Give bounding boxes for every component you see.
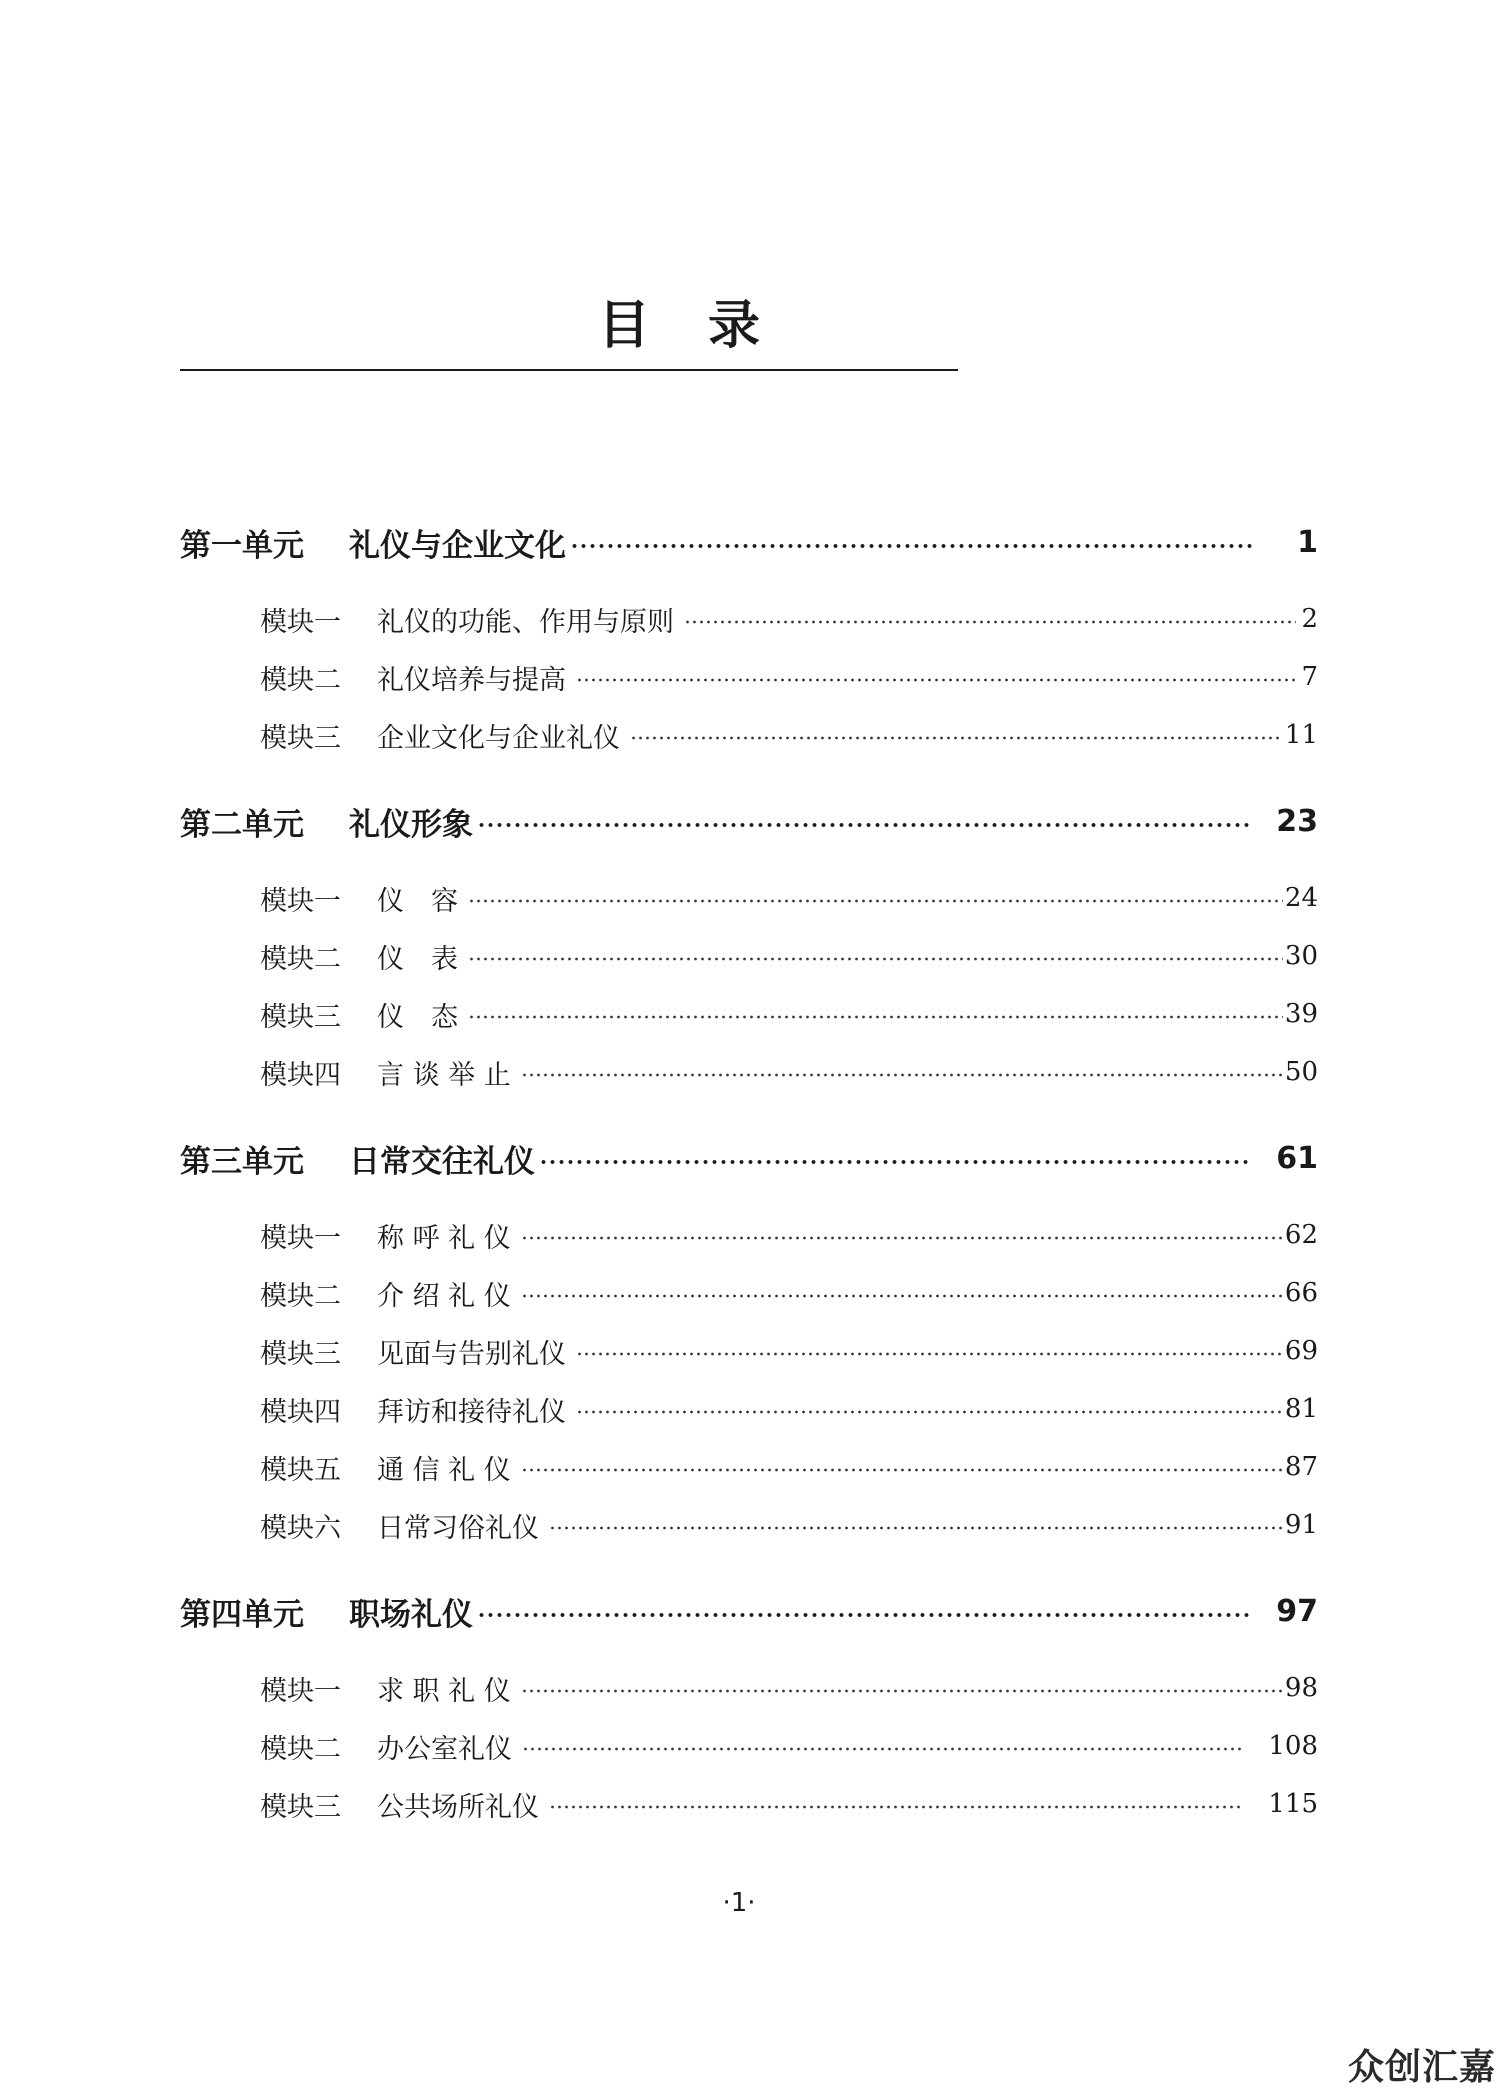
dot-leader	[468, 1014, 1283, 1020]
module-label: 模块四	[260, 1059, 341, 1091]
toc-module-entry	[260, 1438, 1318, 1496]
dot-leader	[576, 1351, 1283, 1357]
unit-label: 第一单元	[180, 527, 304, 564]
module-label: 模块二	[260, 1280, 341, 1312]
module-page-number: 81	[1284, 1394, 1318, 1424]
dot-leader	[477, 1611, 1250, 1619]
module-title: 见面与告别礼仪	[377, 1338, 566, 1370]
module-page-number: 50	[1284, 1057, 1318, 1087]
module-page-number: 115	[1268, 1789, 1318, 1819]
module-label: 模块五	[260, 1454, 341, 1486]
dot-leader	[468, 898, 1283, 904]
unit-label: 第四单元	[180, 1596, 304, 1633]
dot-leader	[570, 542, 1256, 550]
module-label: 模块二	[260, 664, 341, 696]
module-title: 公共场所礼仪	[377, 1791, 539, 1823]
module-page-number: 11	[1284, 720, 1318, 750]
unit-page-number: 97	[1276, 1593, 1318, 1629]
toc-module-entry	[260, 869, 1318, 927]
module-page-number: 66	[1284, 1278, 1318, 1308]
module-page-number: 108	[1268, 1731, 1318, 1761]
toc-module-entry	[260, 590, 1318, 648]
module-page-number: 30	[1284, 941, 1318, 971]
module-page-number: 98	[1284, 1673, 1318, 1703]
toc-module-entry	[260, 1496, 1318, 1554]
module-label: 模块三	[260, 1791, 341, 1823]
page-number: ·1·	[722, 1888, 756, 1918]
module-page-number: 24	[1284, 883, 1318, 913]
unit-title: 日常交往礼仪	[349, 1143, 535, 1180]
module-title: 日常习俗礼仪	[377, 1512, 539, 1544]
dot-leader	[549, 1525, 1283, 1531]
module-page-number: 87	[1284, 1452, 1318, 1482]
unit-title: 礼仪形象	[349, 806, 473, 843]
dot-leader	[630, 735, 1283, 741]
toc-module-entry	[260, 1043, 1318, 1101]
page-title: 目 录	[597, 296, 761, 356]
module-page-number: 39	[1284, 999, 1318, 1029]
unit-label: 第三单元	[180, 1143, 304, 1180]
module-label: 模块三	[260, 722, 341, 754]
module-label: 模块一	[260, 885, 341, 917]
dot-leader	[576, 1409, 1283, 1415]
toc-module-entry	[260, 1264, 1318, 1322]
toc-unit-2	[180, 797, 1318, 845]
dot-leader	[684, 619, 1296, 625]
dot-leader	[521, 1688, 1283, 1694]
module-title: 仪 表	[377, 943, 458, 975]
dot-leader	[576, 677, 1296, 683]
module-title: 办公室礼仪	[377, 1733, 512, 1765]
module-title: 言 谈 举 止	[377, 1059, 511, 1091]
module-title: 拜访和接待礼仪	[377, 1396, 566, 1428]
dot-leader	[549, 1804, 1244, 1810]
toc-module-entry	[260, 1717, 1318, 1775]
toc-module-entry	[260, 1775, 1318, 1833]
module-title: 企业文化与企业礼仪	[377, 722, 620, 754]
dot-leader	[521, 1293, 1283, 1299]
dot-leader	[539, 1158, 1250, 1166]
watermark-logo: 众创汇嘉	[1347, 2047, 1496, 2088]
module-page-number: 62	[1284, 1220, 1318, 1250]
module-label: 模块一	[260, 1675, 341, 1707]
module-label: 模块六	[260, 1512, 341, 1544]
dot-leader	[521, 1235, 1283, 1241]
dot-leader	[477, 821, 1250, 829]
dot-leader	[522, 1746, 1244, 1752]
dot-leader	[468, 956, 1283, 962]
toc-module-entry	[260, 985, 1318, 1043]
table-of-contents	[180, 518, 1318, 1833]
module-label: 模块二	[260, 1733, 341, 1765]
module-title: 仪 态	[377, 1001, 458, 1033]
toc-module-entry	[260, 927, 1318, 985]
title-underline	[180, 369, 958, 371]
toc-module-entry	[260, 1659, 1318, 1717]
unit-title: 职场礼仪	[349, 1596, 473, 1633]
module-title: 称 呼 礼 仪	[377, 1222, 511, 1254]
unit-page-number: 1	[1297, 524, 1318, 560]
toc-module-entry	[260, 706, 1318, 764]
module-label: 模块三	[260, 1338, 341, 1370]
module-label: 模块三	[260, 1001, 341, 1033]
module-label: 模块二	[260, 943, 341, 975]
unit-title: 礼仪与企业文化	[349, 527, 566, 564]
module-title: 介 绍 礼 仪	[377, 1280, 511, 1312]
toc-module-entry	[260, 1380, 1318, 1438]
module-title: 礼仪培养与提高	[377, 664, 566, 696]
unit-label: 第二单元	[180, 806, 304, 843]
module-label: 模块一	[260, 1222, 341, 1254]
module-title: 求 职 礼 仪	[377, 1675, 511, 1707]
module-title: 礼仪的功能、作用与原则	[377, 606, 674, 638]
unit-page-number: 61	[1276, 1140, 1318, 1176]
toc-module-entry	[260, 1206, 1318, 1264]
toc-module-entry	[260, 1322, 1318, 1380]
module-page-number: 7	[1301, 662, 1318, 692]
module-title: 通 信 礼 仪	[377, 1454, 511, 1486]
toc-unit-3	[180, 1134, 1318, 1182]
unit-page-number: 23	[1276, 803, 1318, 839]
module-page-number: 69	[1284, 1336, 1318, 1366]
dot-leader	[521, 1467, 1283, 1473]
dot-leader	[521, 1072, 1283, 1078]
toc-unit-1	[180, 518, 1318, 566]
module-label: 模块四	[260, 1396, 341, 1428]
module-label: 模块一	[260, 606, 341, 638]
toc-module-entry	[260, 648, 1318, 706]
toc-unit-4	[180, 1587, 1318, 1635]
module-page-number: 2	[1301, 604, 1318, 634]
module-title: 仪 容	[377, 885, 458, 917]
module-page-number: 91	[1284, 1510, 1318, 1540]
